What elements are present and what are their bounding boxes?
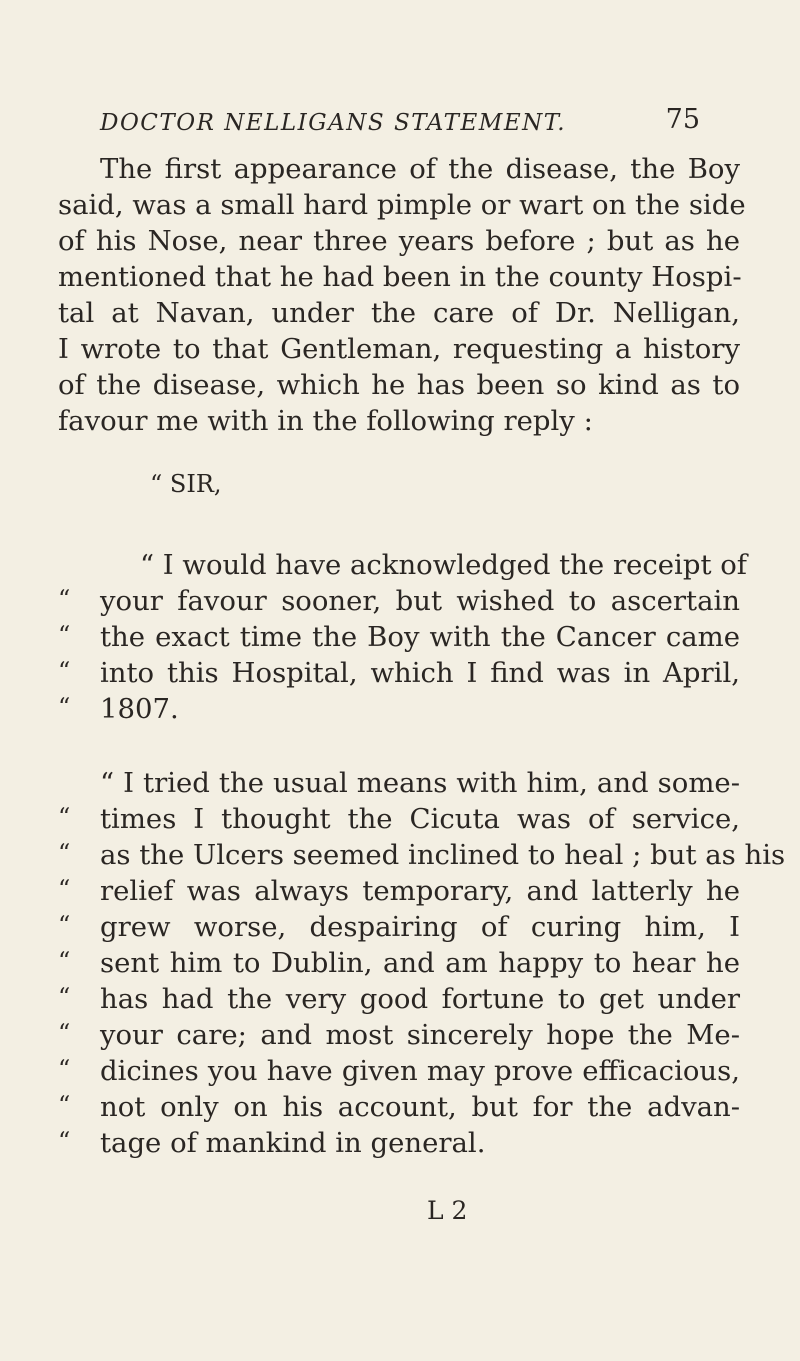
quote-mark: “ <box>58 585 71 613</box>
text-line: times I thought the Cicuta was of service, <box>100 803 740 835</box>
quote-mark: “ <box>58 1127 71 1155</box>
quote-mark: “ <box>58 875 71 903</box>
text-line: “ I would have acknowledged the receipt of <box>140 549 747 581</box>
text-line: “ I tried the usual means with him, and some- <box>100 767 740 799</box>
text-line: sent him to Dublin, and am happy to hear he <box>100 947 740 979</box>
quote-mark: “ <box>58 1055 71 1083</box>
text-line: has had the very good fortune to get under <box>100 983 740 1015</box>
text-line: into this Hospital, which I find was in April, <box>100 657 740 689</box>
text-line: relief was always temporary, and latterly he <box>100 875 740 907</box>
letter-salutation: “ SIR, <box>150 470 222 498</box>
quote-mark: “ <box>58 1019 71 1047</box>
quote-mark: “ <box>58 839 71 867</box>
text-line: your favour sooner, but wished to ascertain <box>100 585 740 617</box>
text-line: tage of mankind in general. <box>100 1127 486 1159</box>
text-line: not only on his account, but for the advan- <box>100 1091 740 1123</box>
text-line: grew worse, despairing of curing him, I <box>100 911 740 943</box>
text-line: your care; and most sincerely hope the Me- <box>100 1019 740 1051</box>
quote-mark: “ <box>58 803 71 831</box>
text-line: as the Ulcers seemed inclined to heal ; but as his <box>100 839 786 871</box>
quote-mark: “ <box>58 983 71 1011</box>
quote-mark: “ <box>58 657 71 685</box>
text-line: favour me with in the following reply : <box>58 405 593 437</box>
running-title: DOCTOR NELLIGANS STATEMENT. <box>100 110 566 136</box>
signature-mark: L 2 <box>427 1196 468 1225</box>
text-line: mentioned that he had been in the county Hospi- <box>58 261 742 293</box>
quote-mark: “ <box>58 621 71 649</box>
text-line: of the disease, which he has been so kind as to <box>58 369 740 401</box>
text-line: said, was a small hard pimple or wart on the side <box>58 189 746 221</box>
page-number: 75 <box>665 104 700 135</box>
quote-mark: “ <box>58 693 71 721</box>
text-line: I wrote to that Gentleman, requesting a history <box>58 333 740 365</box>
text-line: dicines you have given may prove efficacious, <box>100 1055 740 1087</box>
text-line: 1807. <box>100 693 179 725</box>
text-line: The first appearance of the disease, the Boy <box>100 153 740 185</box>
text-line: the exact time the Boy with the Cancer came <box>100 621 740 653</box>
page-header <box>100 104 700 144</box>
text-line: of his Nose, near three years before ; but as he <box>58 225 740 257</box>
text-line: tal at Navan, under the care of Dr. Nelligan, <box>58 297 740 329</box>
quote-mark: “ <box>58 947 71 975</box>
quote-mark: “ <box>58 1091 71 1119</box>
quote-mark: “ <box>58 911 71 939</box>
